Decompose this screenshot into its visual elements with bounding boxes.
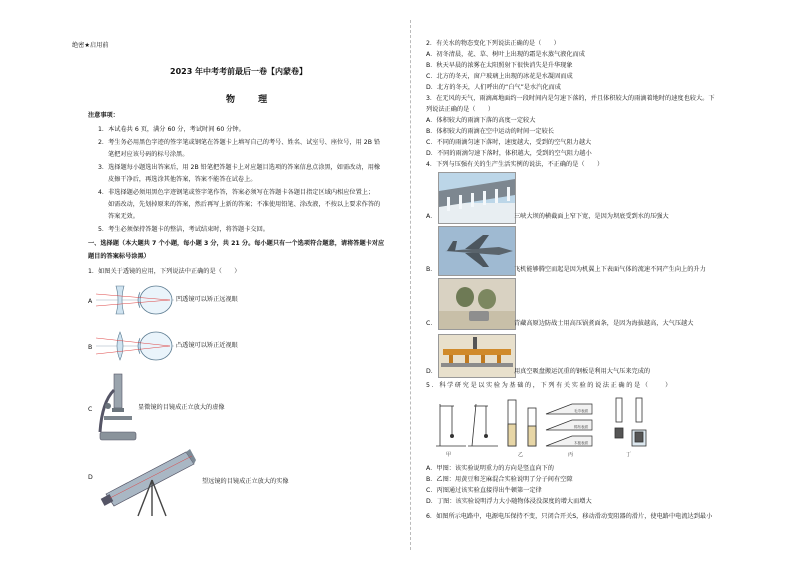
q1-option-d-text: 望远镜的目镜成正立放大的实像 — [202, 478, 289, 485]
q3-stem: 3．在无风的天气，雨滴离地面约一段时间内是匀速下落的，并且体积较大的雨滴着地时的速度也较大。下 — [426, 95, 715, 102]
note-item: 5．考生必须保持答题卡的整洁，考试结束时，将答题卡交回。 — [98, 226, 269, 233]
fig-label: 木板表面 — [574, 441, 588, 445]
q2-option-d: D．北方的冬天，人们呼出的“白气”是水汽化而成 — [426, 84, 561, 91]
q4-option-d-label: D． — [426, 368, 437, 375]
note-item: 4．非选择题必须用黑色字迹钢笔或签字笔作答，答案必须写在答题卡各题目指定区域内相应位置上； — [98, 189, 375, 196]
q4-option-a-text: 三峡大坝的横截面上窄下宽，是因为坝底受到水的压强大 — [514, 213, 669, 220]
q5-option-b: B．乙图：用黄豆和芝麻混合实验说明了分子间有空隙 — [426, 476, 573, 483]
eye-convex-lens-diagram — [96, 328, 178, 364]
q1-option-a-label: A — [88, 298, 93, 305]
q4-option-b-label: B． — [426, 266, 437, 273]
q4-option-a-label: A． — [426, 213, 437, 220]
fig-label: 棉布表面 — [574, 425, 588, 429]
q5-stem: 5．科学研究是以实验为基础的，下列有关实验的说法正确的是（ ） — [426, 382, 673, 389]
fig-label-c: 丙 — [568, 452, 574, 458]
q3-option-d: D．不同的雨滴匀速下落时，体积越大，受到的空气阻力越小 — [426, 150, 592, 157]
exam-title: 2023 年中考考前最后一卷【内蒙卷】 — [170, 67, 308, 76]
q4-option-b-text: 飞机能够腾空而起是因为机翼上下表面气体的流速不同产生向上的升力 — [514, 266, 706, 273]
note-item: 1．本试卷共 6 页，满分 60 分，考试时间 60 分钟。 — [98, 126, 245, 133]
note-item: 笔把对应该号码的标号涂黑。 — [108, 151, 189, 158]
section1-heading-cont: 题目的答案标号涂黑） — [88, 253, 150, 260]
q1-option-d-label: D — [88, 474, 93, 481]
q3-option-b: B．体积较大的雨滴在空中运动的时间一定较长 — [426, 128, 554, 135]
q1-option-a-text: 凹透镜可以矫正远视眼 — [176, 296, 238, 303]
eye-concave-lens-diagram — [96, 282, 178, 318]
q1-option-c-text: 显微镜的目镜成正立放大的虚像 — [138, 404, 225, 411]
note-item: 3．选择题每小题选出答案后，用 2B 铅笔把答题卡上对应题目选项的答案信息点涂黑，如需改动，用橡 — [98, 164, 381, 171]
q6-stem: 6．如图所示电路中，电源电压保持不变，只闭合开关S，移动滑动变阻器的滑片，使电路中电流达到最小 — [426, 513, 713, 520]
dam-photo — [438, 172, 516, 224]
q4-option-c-text: 青藏高原边防战士用高压锅煮面条，是因为海拔越高，大气压越大 — [514, 320, 694, 327]
q4-stem: 4．下列与压强有关的生产生活实例的说法，不正确的是（ ） — [426, 161, 604, 168]
note-item: 答案无效。 — [108, 213, 139, 220]
fig-label-d: 丁 — [626, 452, 632, 458]
soldiers-cooking-photo — [438, 278, 516, 330]
q5-experiment-figures — [432, 394, 672, 458]
q1-option-c-label: C — [88, 406, 93, 413]
q5-option-a: A．甲图：该实验说明重力的方向是竖直向下的 — [426, 465, 554, 472]
note-item: 皮擦干净后，再选涂其他答案，答案不能答在试卷上。 — [108, 176, 257, 183]
secret-label: 绝密★启用前 — [72, 42, 109, 49]
q3-stem-cont: 列说法正确的是（ ） — [426, 106, 495, 113]
microscope-diagram — [94, 372, 140, 442]
q4-option-d-text: 用真空吸盘搬运沉重的钢板是利用大气压来完成的 — [514, 368, 651, 375]
fighter-jet-photo — [438, 226, 516, 276]
note-item: 2．考生务必用黑色字迹的签字笔或钢笔在答题卡上填写自己的考号、姓名、试室号、座位号，用 2B 铅 — [98, 139, 381, 146]
fig-label-b: 乙 — [518, 452, 524, 458]
q3-option-a: A．体积较大的雨滴下落的高度一定较大 — [426, 117, 536, 124]
column-divider — [410, 20, 411, 550]
q1-option-b-label: B — [88, 344, 93, 351]
q2-option-a: A．初冬清晨，花、草、树叶上出现的霜是水蒸气液化而成 — [426, 51, 585, 58]
fig-label: 毛巾表面 — [574, 409, 588, 413]
fig-label-a: 甲 — [446, 452, 452, 458]
section1-heading: 一、选择题（本大题共 7 个小题，每小题 3 分，共 21 分。每小题只有一个选项符合题意，请将答题卡对应 — [88, 240, 385, 247]
q4-option-c-label: C． — [426, 320, 437, 327]
vacuum-lifter-photo — [438, 334, 516, 378]
notes-heading: 注意事项： — [88, 112, 119, 119]
note-item: 如需改动，先划掉原来的答案，然后再写上新的答案；不准使用铅笔、涂改液，不按以上要求作答的 — [108, 201, 381, 208]
q1-option-b-text: 凸透镜可以矫正近视眼 — [176, 342, 238, 349]
subject-title: 物 理 — [226, 95, 278, 105]
q1-stem: 1．如图关于透镜的应用，下列说法中正确的是（ ） — [88, 268, 241, 275]
q5-option-c: C．丙图通过该实验直接得出牛顿第一定律 — [426, 487, 542, 494]
q3-option-c: C．不同的雨滴匀速下落时，速度越大，受到的空气阻力越大 — [426, 139, 592, 146]
q2-option-c: C．北方的冬天，窗户玻璃上出现的冰花是水凝固而成 — [426, 73, 573, 80]
q2-stem: 2．有关水的物态变化下列说法正确的是（ ） — [426, 40, 560, 47]
q5-option-d: D．丁图：该实验说明浮力大小随物体浸没深度的增大而增大 — [426, 498, 592, 505]
q2-option-b: B．秋天早晨的浓雾在太阳照射下很快消失是升华现象 — [426, 62, 573, 69]
telescope-diagram — [100, 446, 200, 518]
